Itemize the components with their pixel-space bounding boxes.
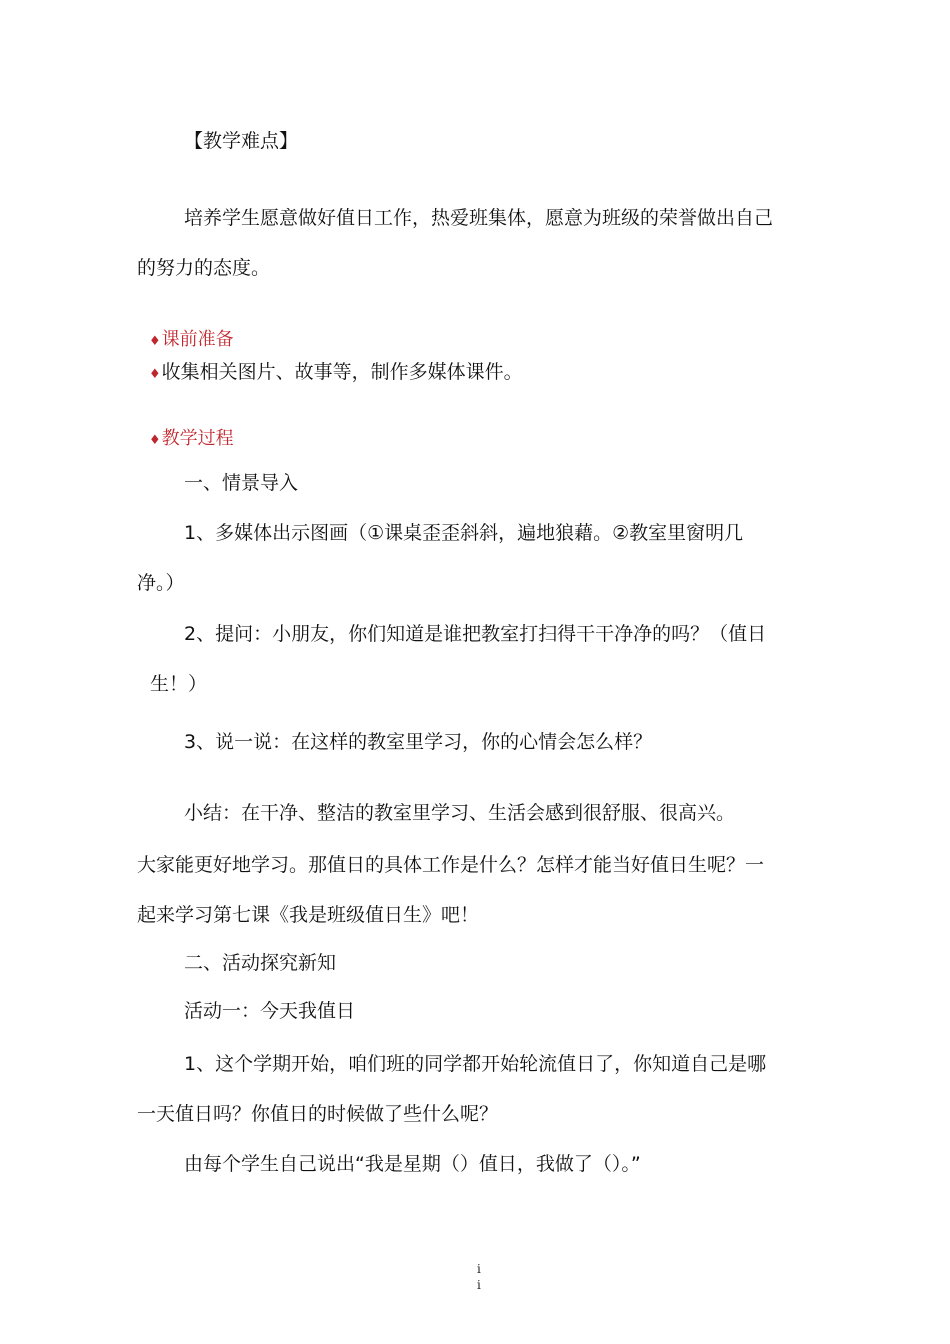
prep-text-line	[149, 360, 523, 387]
summary-line-3: 起来学习第七课《我是班级值日生》吧！	[137, 904, 480, 926]
diamond-icon: ♦	[149, 334, 161, 349]
item1-line-1: 1、多媒体出示图画（①课桌歪歪斜斜，遍地狼藉。②教室里窗明几	[184, 522, 744, 544]
activity1-line-2: 一天值日吗？你值日的时候做了些什么呢？	[137, 1103, 499, 1125]
prep-heading	[149, 329, 234, 353]
difficulty-heading: 【教学难点】	[184, 130, 299, 152]
difficulty-line-2: 的努力的态度。	[137, 257, 271, 279]
prep-heading-label: 课前准备	[161, 329, 234, 350]
summary-line-1: 小结：在干净、整洁的教室里学习、生活会感到很舒服、很高兴。	[184, 802, 736, 824]
section2-title: 二、活动探究新知	[184, 952, 337, 974]
item2-line-2: 生！）	[150, 673, 208, 695]
process-heading-label: 教学过程	[161, 428, 234, 449]
diamond-icon: ♦	[149, 367, 161, 382]
activity1-title: 活动一：今天我值日	[184, 1000, 356, 1022]
activity1-line-3: 由每个学生自己说出“我是星期（）值日，我做了（）。”	[184, 1153, 641, 1175]
prep-text: 收集相关图片、故事等，制作多媒体课件。	[161, 361, 523, 383]
page-footer-mark-2: i	[477, 1278, 481, 1292]
process-heading	[149, 428, 234, 452]
diamond-icon: ♦	[149, 433, 161, 448]
item1-line-2: 净。）	[137, 572, 185, 594]
item2-line-1: 2、提问：小朋友，你们知道是谁把教室打扫得干干净净的吗？（值日	[184, 623, 767, 645]
activity1-line-1: 1、这个学期开始，咱们班的同学都开始轮流值日了，你知道自己是哪	[184, 1053, 767, 1075]
difficulty-line-1: 培养学生愿意做好值日工作，热爱班集体，愿意为班级的荣誉做出自己	[184, 207, 774, 229]
section1-title: 一、情景导入	[184, 472, 299, 494]
page-footer-mark-1: i	[477, 1262, 481, 1276]
summary-line-2: 大家能更好地学习。那值日的具体工作是什么？怎样才能当好值日生呢？一	[137, 854, 765, 876]
item3: 3、说一说：在这样的教室里学习，你的心情会怎么样？	[184, 731, 653, 753]
